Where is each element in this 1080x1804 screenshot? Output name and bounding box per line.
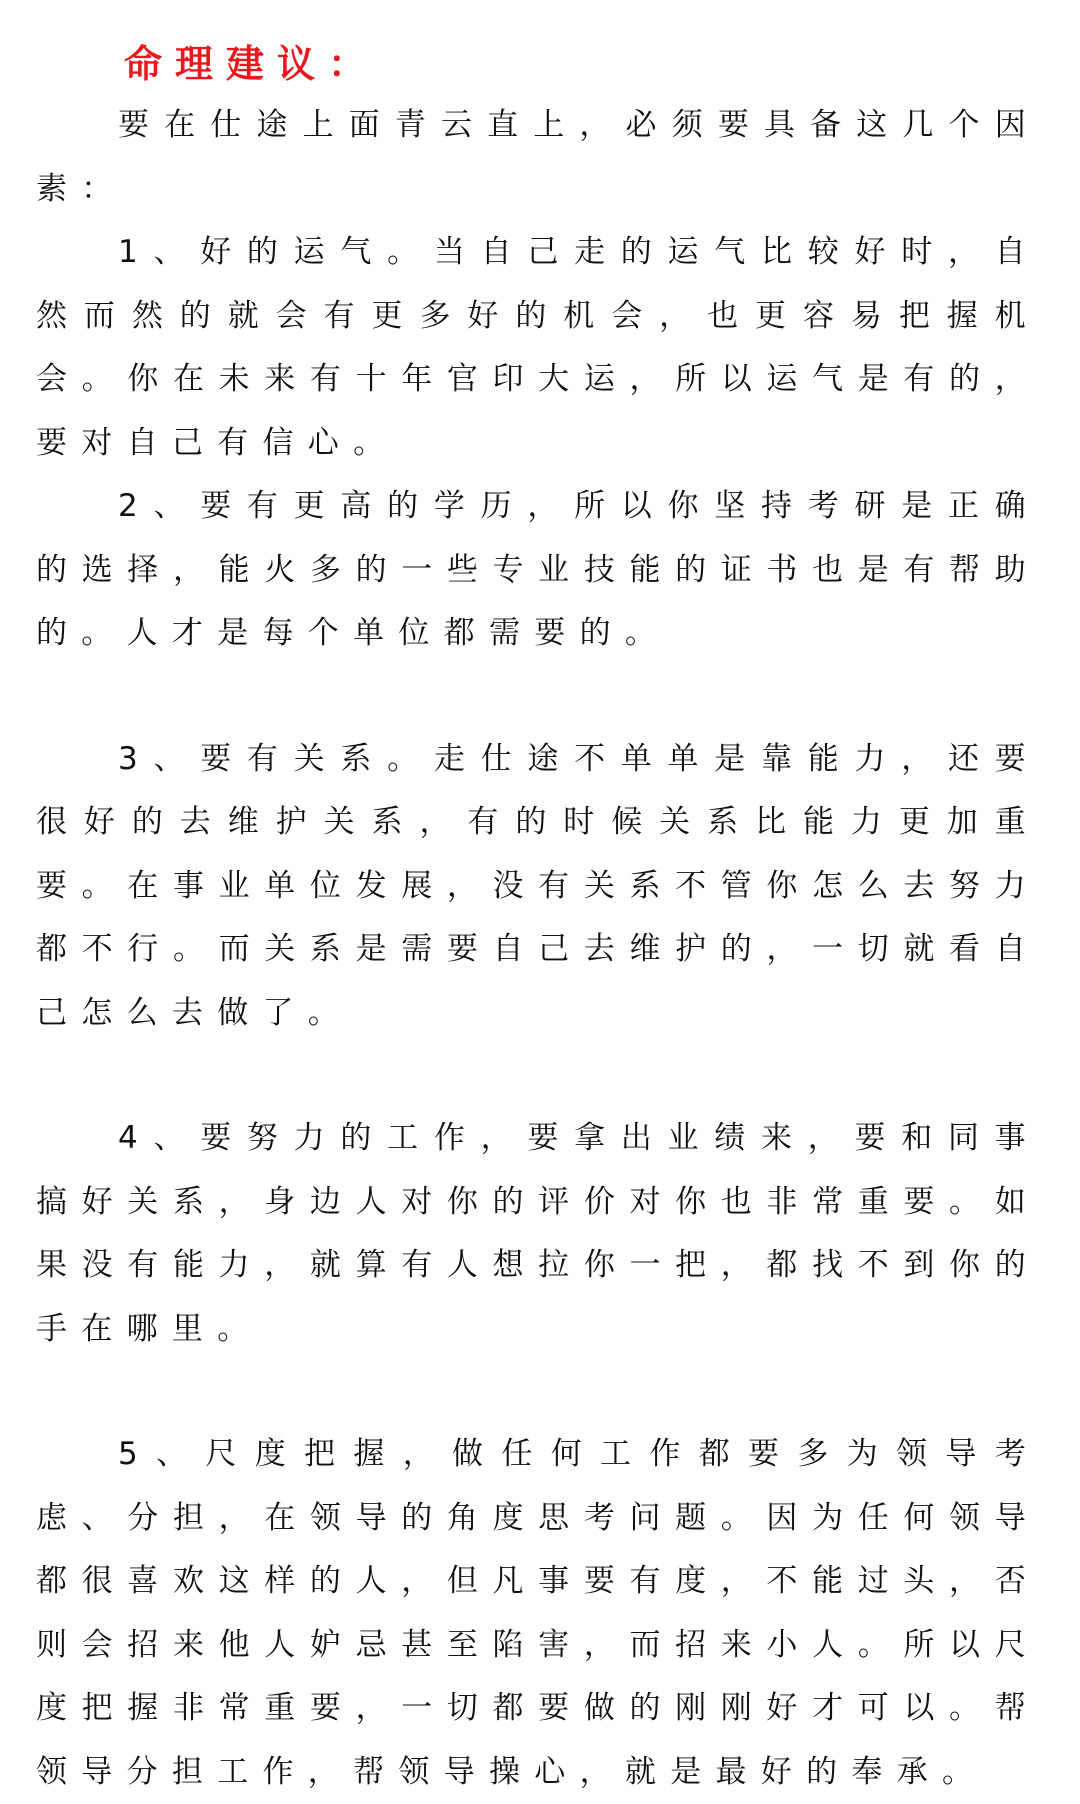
paragraph-1: 1、好的运气。当自己走的运气比较好时，自然而然的就会有更多好的机会，也更容易把握机会。你在未来有十年官印大运，所以运气是有的，要对自己有信心。 — [36, 234, 1040, 461]
page-title: 命理建议： — [124, 42, 380, 86]
paragraph-5: 5、尺度把握，做任何工作都要多为领导考虑、分担，在领导的角度思考问题。因为任何领导都很喜欢这样的人，但凡事要有度，不能过头，否则会招来他人妒忌甚至陷害，而招来小人。所以尺度把握非常重要，一切都要做的刚刚好才可以。帮领导分担工作，帮领导操心，就是最好的奉承。 — [36, 1436, 1040, 1790]
intro-paragraph: 要在仕途上面青云直上，必须要具备这几个因素： — [36, 107, 1040, 207]
paragraph-3: 3、要有关系。走仕途不单单是靠能力，还要很好的去维护关系，有的时候关系比能力更加重要。在事业单位发展，没有关系不管你怎么去努力都不行。而关系是需要自己去维护的，一切就看自己怎么去做了。 — [36, 740, 1040, 1031]
paragraph-4: 4、要努力的工作，要拿出业绩来，要和同事搞好关系，身边人对你的评价对你也非常重要。如果没有能力，就算有人想拉你一把，都找不到你的手在哪里。 — [36, 1120, 1040, 1347]
paragraph-2: 2、要有更高的学历，所以你坚持考研是正确的选择，能火多的一些专业技能的证书也是有帮助的。人才是每个单位都需要的。 — [36, 488, 1040, 651]
